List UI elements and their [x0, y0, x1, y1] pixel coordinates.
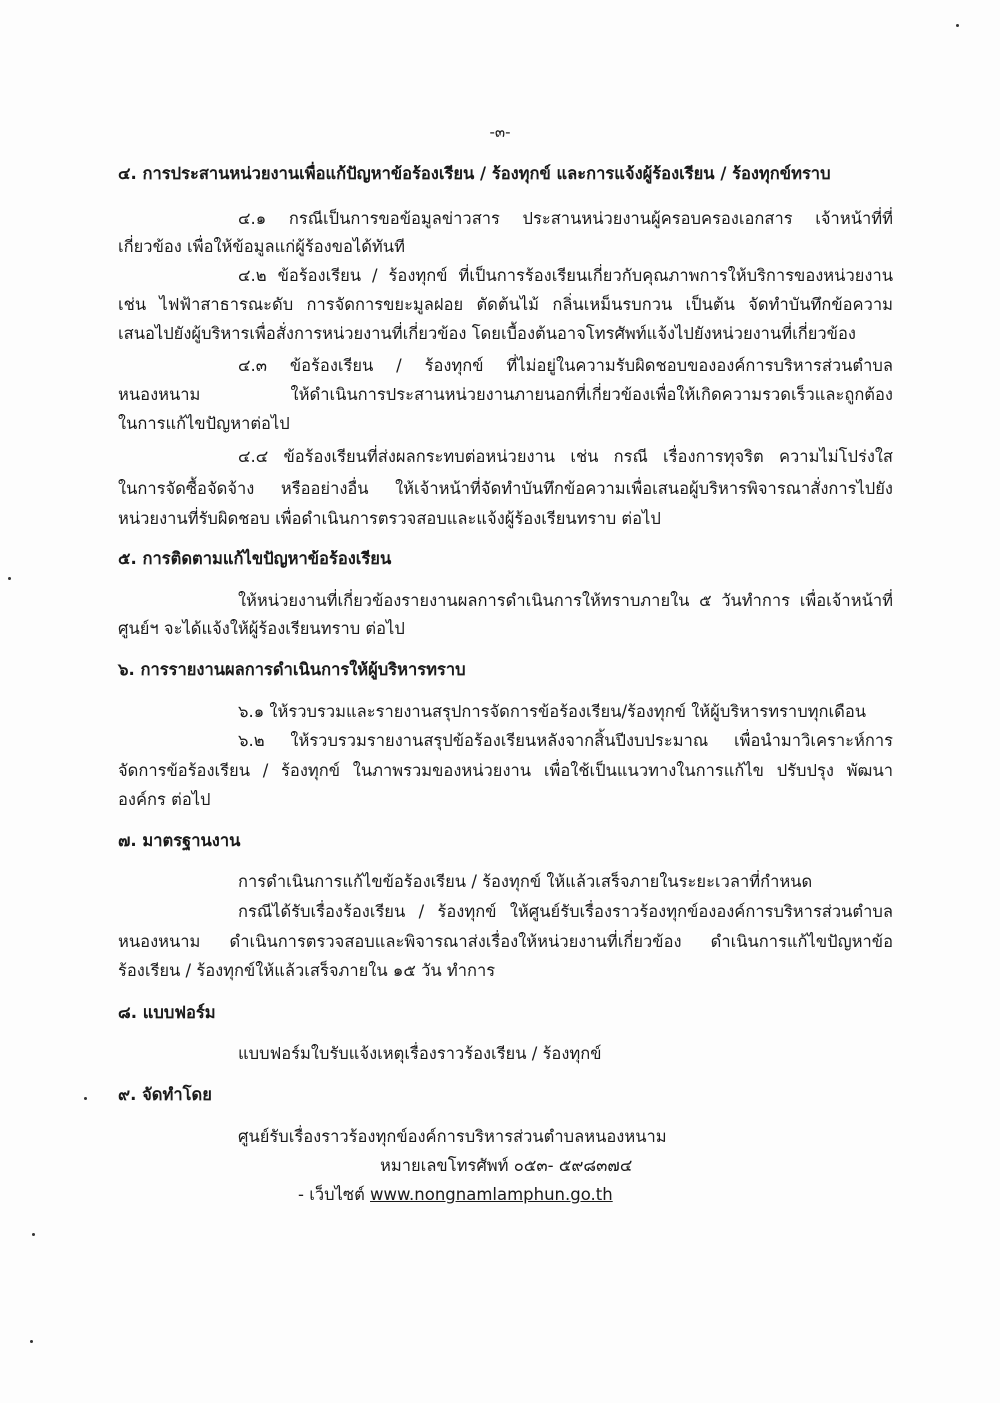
prepared-by-org: ศูนย์รับเรื่องราวร้องทุกข์องค์การบริหารส่วนตำบลหนองหนาม — [238, 1127, 667, 1146]
prepared-by-phone: หมายเลขโทรศัพท์ ๐๕๓- ๕๙๘๓๗๔ — [380, 1156, 633, 1175]
para-7-2-line-1: กรณีได้รับเรื่องร้องเรียน / ร้องทุกข์ ให้ศูนย์รับเรื่องราวร้องทุกข์ององค์การบริหารส่วนตำบล — [238, 902, 893, 921]
page-number: -๓- — [489, 123, 511, 141]
scan-speck — [32, 1233, 35, 1236]
section-9-heading: ๙. จัดทำโดย — [118, 1085, 212, 1104]
para-4-1-line-2: เกี่ยวข้อง เพื่อให้ข้อมูลแก่ผู้ร้องขอได้ทันที — [118, 237, 405, 256]
para-7-1: การดำเนินการแก้ไขข้อร้องเรียน / ร้องทุกข์ ให้แล้วเสร็จภายในระยะเวลาที่กำหนด — [238, 872, 813, 891]
para-4-2-line-1: ๔.๒ ข้อร้องเรียน / ร้องทุกข์ ที่เป็นการร้องเรียนเกี่ยวกับคุณภาพการให้บริการของหน่วยงาน — [238, 266, 893, 285]
scan-speck — [30, 1340, 33, 1343]
section-5-heading: ๕. การติดตามแก้ไขปัญหาข้อร้องเรียน — [118, 549, 392, 568]
para-7-2-line-3: ร้องเรียน / ร้องทุกข์ให้แล้วเสร็จภายใน ๑๕ วัน ทำการ — [118, 961, 496, 980]
website-link[interactable]: www.nongnamlamphun.go.th — [370, 1185, 613, 1204]
scan-speck — [8, 577, 11, 580]
para-6-2-line-2: จัดการข้อร้องเรียน / ร้องทุกข์ ในภาพรวมของหน่วยงาน เพื่อใช้เป็นแนวทางในการแก้ไข ปรับปรุง พัฒนา — [118, 761, 893, 780]
para-4-4-line-2: ในการจัดซื้อจัดจ้าง หรืออย่างอื่น ให้เจ้าหน้าที่จัดทำบันทึกข้อความเพื่อเสนอผู้บริหารพิจารณาสั่งการไปยัง — [118, 479, 893, 498]
section-7-heading: ๗. มาตรฐานงาน — [118, 831, 241, 850]
para-8: แบบฟอร์มใบรับแจ้งเหตุเรื่องราวร้องเรียน / ร้องทุกข์ — [238, 1044, 602, 1063]
section-6-heading: ๖. การรายงานผลการดำเนินการให้ผู้บริหารทราบ — [118, 660, 466, 679]
para-4-4-line-3: หน่วยงานที่รับผิดชอบ เพื่อดำเนินการตรวจสอบและแจ้งผู้ร้องเรียนทราบ ต่อไป — [118, 509, 661, 528]
para-5-line-1: ให้หน่วยงานที่เกี่ยวข้องรายงานผลการดำเนินการให้ทราบภายใน ๕ วันทำการ เพื่อเจ้าหน้าที่ — [238, 591, 893, 610]
website-label: - เว็บไซต์ — [298, 1185, 365, 1204]
para-5-line-2: ศูนย์ฯ จะได้แจ้งให้ผู้ร้องเรียนทราบ ต่อไป — [118, 619, 405, 638]
para-6-2-line-1: ๖.๒ ให้รวบรวมรายงานสรุปข้อร้องเรียนหลังจากสิ้นปีงบประมาณ เพื่อนำมาวิเคราะห์การ — [238, 731, 893, 750]
para-4-3-line-3: ในการแก้ไขปัญหาต่อไป — [118, 414, 290, 433]
para-4-2-line-3: เสนอไปยังผู้บริหารเพื่อสั่งการหน่วยงานที่เกี่ยวข้อง โดยเบื้องต้นอาจโทรศัพท์แจ้งไปยังหน่วยงานที่เกี่ยวข้อง — [118, 324, 856, 343]
para-6-2-line-3: องค์กร ต่อไป — [118, 790, 211, 809]
scan-speck — [956, 24, 959, 27]
prepared-by-website — [298, 1181, 613, 1209]
para-7-2-line-2: หนองหนาม ดำเนินการตรวจสอบและพิจารณาส่งเรื่องให้หน่วยงานที่เกี่ยวข้อง ดำเนินการแก้ไขปัญหาข้อ — [118, 932, 893, 951]
para-4-3-line-1: ๔.๓ ข้อร้องเรียน / ร้องทุกข์ ที่ไม่อยู่ในความรับผิดชอบขององค์การบริหารส่วนตำบล — [238, 356, 893, 375]
para-6-1: ๖.๑ ให้รวบรวมและรายงานสรุปการจัดการข้อร้องเรียน/ร้องทุกข์ ให้ผู้บริหารทราบทุกเดือน — [238, 702, 867, 721]
section-4-heading: ๔. การประสานหน่วยงานเพื่อแก้ปัญหาข้อร้องเรียน / ร้องทุกข์ และการแจ้งผู้ร้องเรียน / ร้องทุกข์ทราบ — [118, 164, 831, 183]
scan-speck — [84, 1097, 87, 1100]
section-8-heading: ๘. แบบฟอร์ม — [118, 1003, 216, 1022]
para-4-2-line-2: เช่น ไฟฟ้าสาธารณะดับ การจัดการขยะมูลฝอย ตัดต้นไม้ กลิ่นเหม็นรบกวน เป็นต้น จัดทำบันทึกข้อความ — [118, 295, 893, 314]
para-4-3-line-2: หนองหนาม ให้ดำเนินการประสานหน่วยงานภายนอกที่เกี่ยวข้องเพื่อให้เกิดความรวดเร็วและถูกต้อง — [118, 385, 893, 404]
para-4-1-line-1: ๔.๑ กรณีเป็นการขอข้อมูลข่าวสาร ประสานหน่วยงานผู้ครอบครองเอกสาร เจ้าหน้าที่ที่ — [238, 209, 893, 228]
para-4-4-line-1: ๔.๔ ข้อร้องเรียนที่ส่งผลกระทบต่อหน่วยงาน เช่น กรณี เรื่องการทุจริต ความไม่โปร่งใส — [238, 447, 893, 466]
